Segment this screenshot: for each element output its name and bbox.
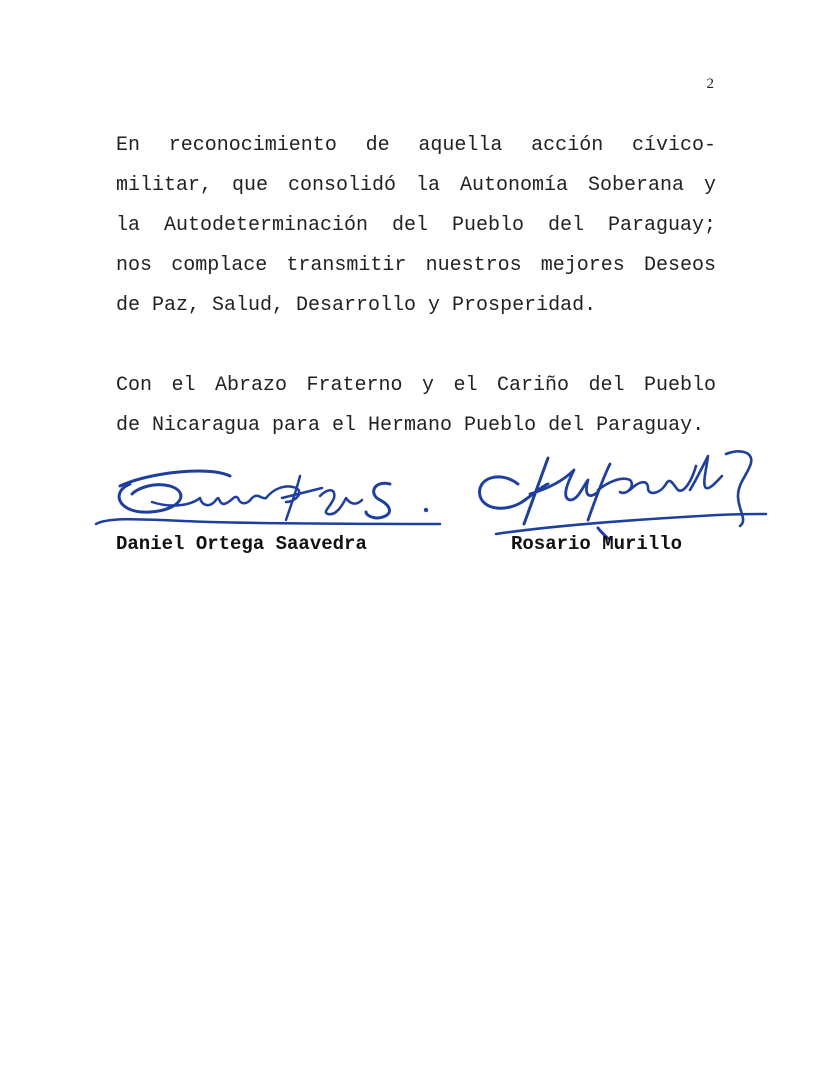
signature-stroke <box>588 464 610 520</box>
paragraph-line: nos complace transmitir nuestros mejores Deseos <box>116 254 716 277</box>
signature-daniel-ortega <box>90 458 450 532</box>
signature-stroke <box>366 483 390 518</box>
signature-stroke <box>530 470 598 500</box>
signature-stroke <box>152 496 266 506</box>
signature-underline <box>96 519 440 524</box>
signature-stroke <box>320 490 362 514</box>
paragraph-line: la Autodeterminación del Pueblo del Paraguay; <box>116 214 716 237</box>
paragraph-line: de Nicaragua para el Hermano Pueblo del Paraguay. <box>116 414 705 437</box>
paragraph-2 <box>116 366 716 446</box>
paragraph-1 <box>116 126 716 326</box>
signature-stroke <box>120 471 230 486</box>
signatory-name-left: Daniel Ortega Saavedra <box>116 533 367 555</box>
paragraph-line: militar, que consolidó la Autonomía Soberana y <box>116 174 716 197</box>
paragraph-line: Con el Abrazo Fraterno y el Cariño del Pueblo <box>116 374 716 397</box>
page-number: 2 <box>706 76 714 92</box>
signature-underline <box>496 514 766 534</box>
signature-stroke <box>282 488 322 498</box>
paragraph-line: de Paz, Salud, Desarrollo y Prosperidad. <box>116 294 597 317</box>
signature-dot <box>424 508 428 512</box>
paragraph-line: En reconocimiento de aquella acción cívico- <box>116 134 716 157</box>
signature-rosario-murillo <box>470 440 770 540</box>
signatory-name-right: Rosario Murillo <box>511 533 683 555</box>
signature-stroke <box>630 466 696 493</box>
signature-stroke <box>119 484 181 512</box>
